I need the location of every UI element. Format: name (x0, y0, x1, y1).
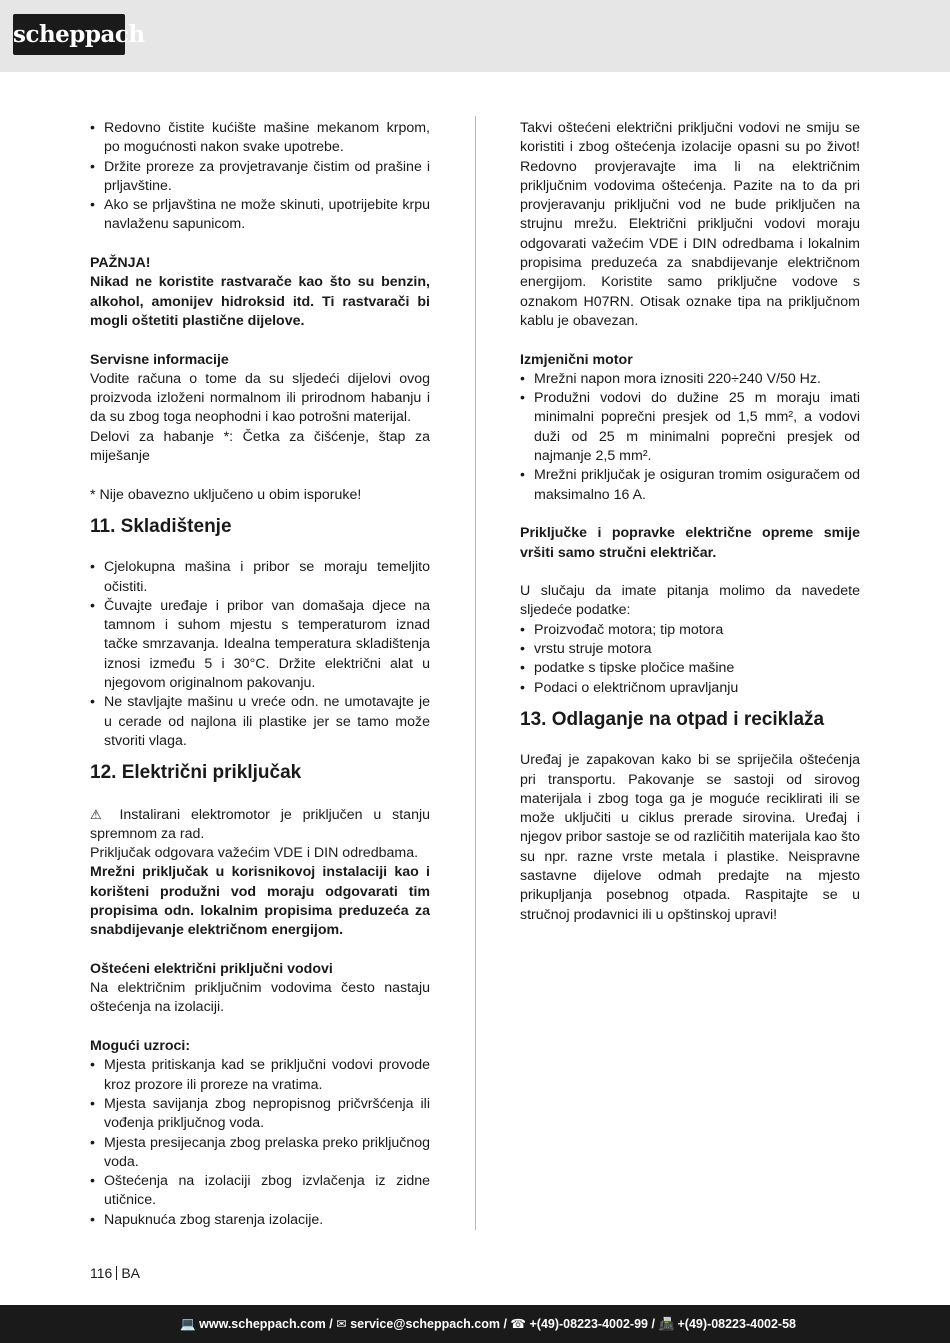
cable-check-text: Takvi oštećeni električni priključni vodovi ne smiju se koristiti i zbog oštećenja izolacije opasni su po život! Redovno provjeravajte ima li na električnim priključnim vodovima oštećenja. Pazite na to da pri provjeravanju priključni vod ne bude priključen na strujnu mrežu. Električni priključni vodovi moraju odgovarati važećim VDE i DIN odredbama i lokalnim propisima preduzeća za snabdijevanje električnom energijom. Koristite samo priključne vodove s oznakom H07RN. Otisak oznake tipa na priključnom kablu je obavezan. (520, 120, 860, 329)
section-11-title: 11. Skladištenje (90, 515, 232, 537)
questions-list (520, 621, 860, 698)
separator: / (651, 1317, 655, 1331)
warning-triangle-icon: ⚠ (90, 806, 109, 822)
list-item: • Mjesta savijanja zbog nepropisnog pričvršćenja ili vođenja priključnog voda. (90, 1095, 430, 1134)
website-link[interactable]: www.scheppach.com (199, 1317, 326, 1331)
email-link[interactable]: service@scheppach.com (350, 1317, 500, 1331)
scheppach-logo: scheppach (13, 14, 125, 55)
computer-icon: 💻 (180, 1317, 196, 1331)
phone-number: +(49)-08223-4002-99 (529, 1317, 648, 1331)
right-column (520, 119, 860, 925)
page-number: 116 (90, 1265, 113, 1281)
list-item: • Ne stavljajte mašinu u vreće odn. ne umotavajte je u cerade od najlona ili plastike jer se tamo može stvoriti vlaga. (90, 693, 430, 751)
list-item: • Produžni vodovi do dužine 25 m moraju imati minimalni poprečni presjek od 1,5 mm², a vodovi duži od 25 m minimalni poprečni presjek od najmanje 2,5 mm². (520, 389, 860, 466)
list-item: • podatke s tipske pločice mašine (520, 659, 860, 678)
causes-list (90, 1056, 430, 1230)
list-item: • vrstu struje motora (520, 640, 860, 659)
list-item: • Oštećenja na izolaciji zbog izvlačenja iz zidne utičnice. (90, 1172, 430, 1211)
causes-title: Mogući uzroci: (90, 1038, 191, 1055)
column-divider (475, 116, 476, 1230)
section-12-p1: Instalirani elektromotor je priključen u stanju spremnom za rad. (90, 806, 431, 842)
list-item: • Mrežni napon mora iznositi 220÷240 V/50 Hz. (520, 370, 860, 389)
section-12-intro (90, 805, 430, 845)
section-12-title: 12. Električni priključak (90, 762, 302, 784)
list-item: • Mrežni priključak je osiguran tromim osiguračem od maksimalno 16 A. (520, 466, 860, 505)
list-item: • Podaci o električnom upravljanju (520, 679, 860, 698)
wear-parts: Delovi za habanje *: Četka za čišćenje, štap za miješanje (90, 428, 430, 465)
section-13-text: Uređaj je zapakovan kako bi se spriječila oštećenja pri transportu. Pakovanje se sastoji od sirovog materijala i zbog toga ga je moguće reciklirati ili se može uključiti u ciklus prerade sirovina. Uređaj i njegov pribor sastoje se od različitih materijala kao što su npr. razne vrste metala i plastike. Neispravne sastavne dijelove odmah predajte na mjesto prikupljanja posebnog otpada. Raspitajte se u stručnoj prodavnici ili u opštinskoj upravi! (520, 752, 860, 923)
warning-text: Nikad ne koristite rastvarače kao što su benzin, alkohol, amonijev hidroksid itd. Ti rastvarači bi mogli oštetiti plastične dijelove. (90, 274, 430, 329)
section-12-p3: Mrežni priključak u korisnikovoj instalaciji kao i korišteni produžni vod moraju odgovarati tim propisima odn. lokalnim propisima preduzeća za snabdijevanje električnom energijom. (90, 864, 430, 939)
page-separator (116, 1266, 117, 1280)
phone-icon: ☎ (510, 1317, 526, 1331)
list-item: • Ako se prljavština ne može skinuti, upotrijebite krpu navlaženu sapunicom. (90, 196, 430, 235)
ac-motor-list (520, 370, 860, 505)
questions-intro: U slučaju da imate pitanja molimo da navedete sljedeće podatke: (520, 583, 860, 619)
service-text: Vodite računa o tome da su sljedeći dijelovi ovog proizvoda izloženi normalnom ili prirodnom habanju i da su zbog toga neophodni i kao potrošni materijal. (90, 370, 430, 426)
electrician-note: Priključke i popravke električne opreme smije vršiti samo stručni električar. (520, 525, 860, 561)
language-code: BA (121, 1265, 141, 1281)
list-item: • Cjelokupna mašina i pribor se moraju temeljito očistiti. (90, 558, 430, 597)
section-13-title: 13. Odlaganje na otpad i reciklaža (520, 708, 825, 730)
header-bar (0, 0, 950, 72)
damaged-cables-text: Na električnim priključnim vodovima često nastaju oštećenja na izolaciji. (90, 980, 430, 1016)
list-item: • Držite proreze za provjetravanje čistim od prašine i prljavštine. (90, 158, 430, 197)
warning-title: PAŽNJA! (90, 255, 151, 272)
list-item: • Mjesta presijecanja zbog prelaska preko priključnog voda. (90, 1134, 430, 1173)
storage-list (90, 558, 430, 751)
page-footer (90, 1265, 140, 1281)
email-icon: ✉ (336, 1317, 347, 1331)
cleaning-list (90, 119, 430, 235)
list-item: • Mjesta pritiskanja kad se priključni vodovi provode kroz prozore ili proreze na vratima. (90, 1056, 430, 1095)
contact-bar (0, 1305, 950, 1343)
list-item: • Čuvajte uređaje i pribor van domašaja djece na tamnom i suhom mjestu s temperaturom iznad tačke smrzavanja. Idealna temperatura skladištenja iznosi između 5 i 30°C. Držite električni alat u njegovom originalnom pakovanju. (90, 597, 430, 693)
list-item: • Napuknuća zbog starenja izolacije. (90, 1211, 430, 1230)
separator: / (503, 1317, 507, 1331)
ac-motor-title: Izmjenični motor (520, 351, 633, 368)
service-title: Servisne informacije (90, 351, 229, 368)
section-12-p2: Priključak odgovara važećim VDE i DIN odredbama. (90, 845, 419, 862)
damaged-cables-title: Oštećeni električni priključni vodovi (90, 960, 333, 977)
list-item: • Proizvođač motora; tip motora (520, 621, 860, 640)
list-item: • Redovno čistite kućište mašine mekanom krpom, po mogućnosti nakon svake upotrebe. (90, 119, 430, 158)
separator: / (329, 1317, 333, 1331)
fax-number: +(49)-08223-4002-58 (677, 1317, 796, 1331)
left-column (90, 119, 430, 1230)
footnote: * Nije obavezno uključeno u obim isporuke! (90, 486, 362, 503)
fax-icon: 📠 (658, 1317, 675, 1331)
